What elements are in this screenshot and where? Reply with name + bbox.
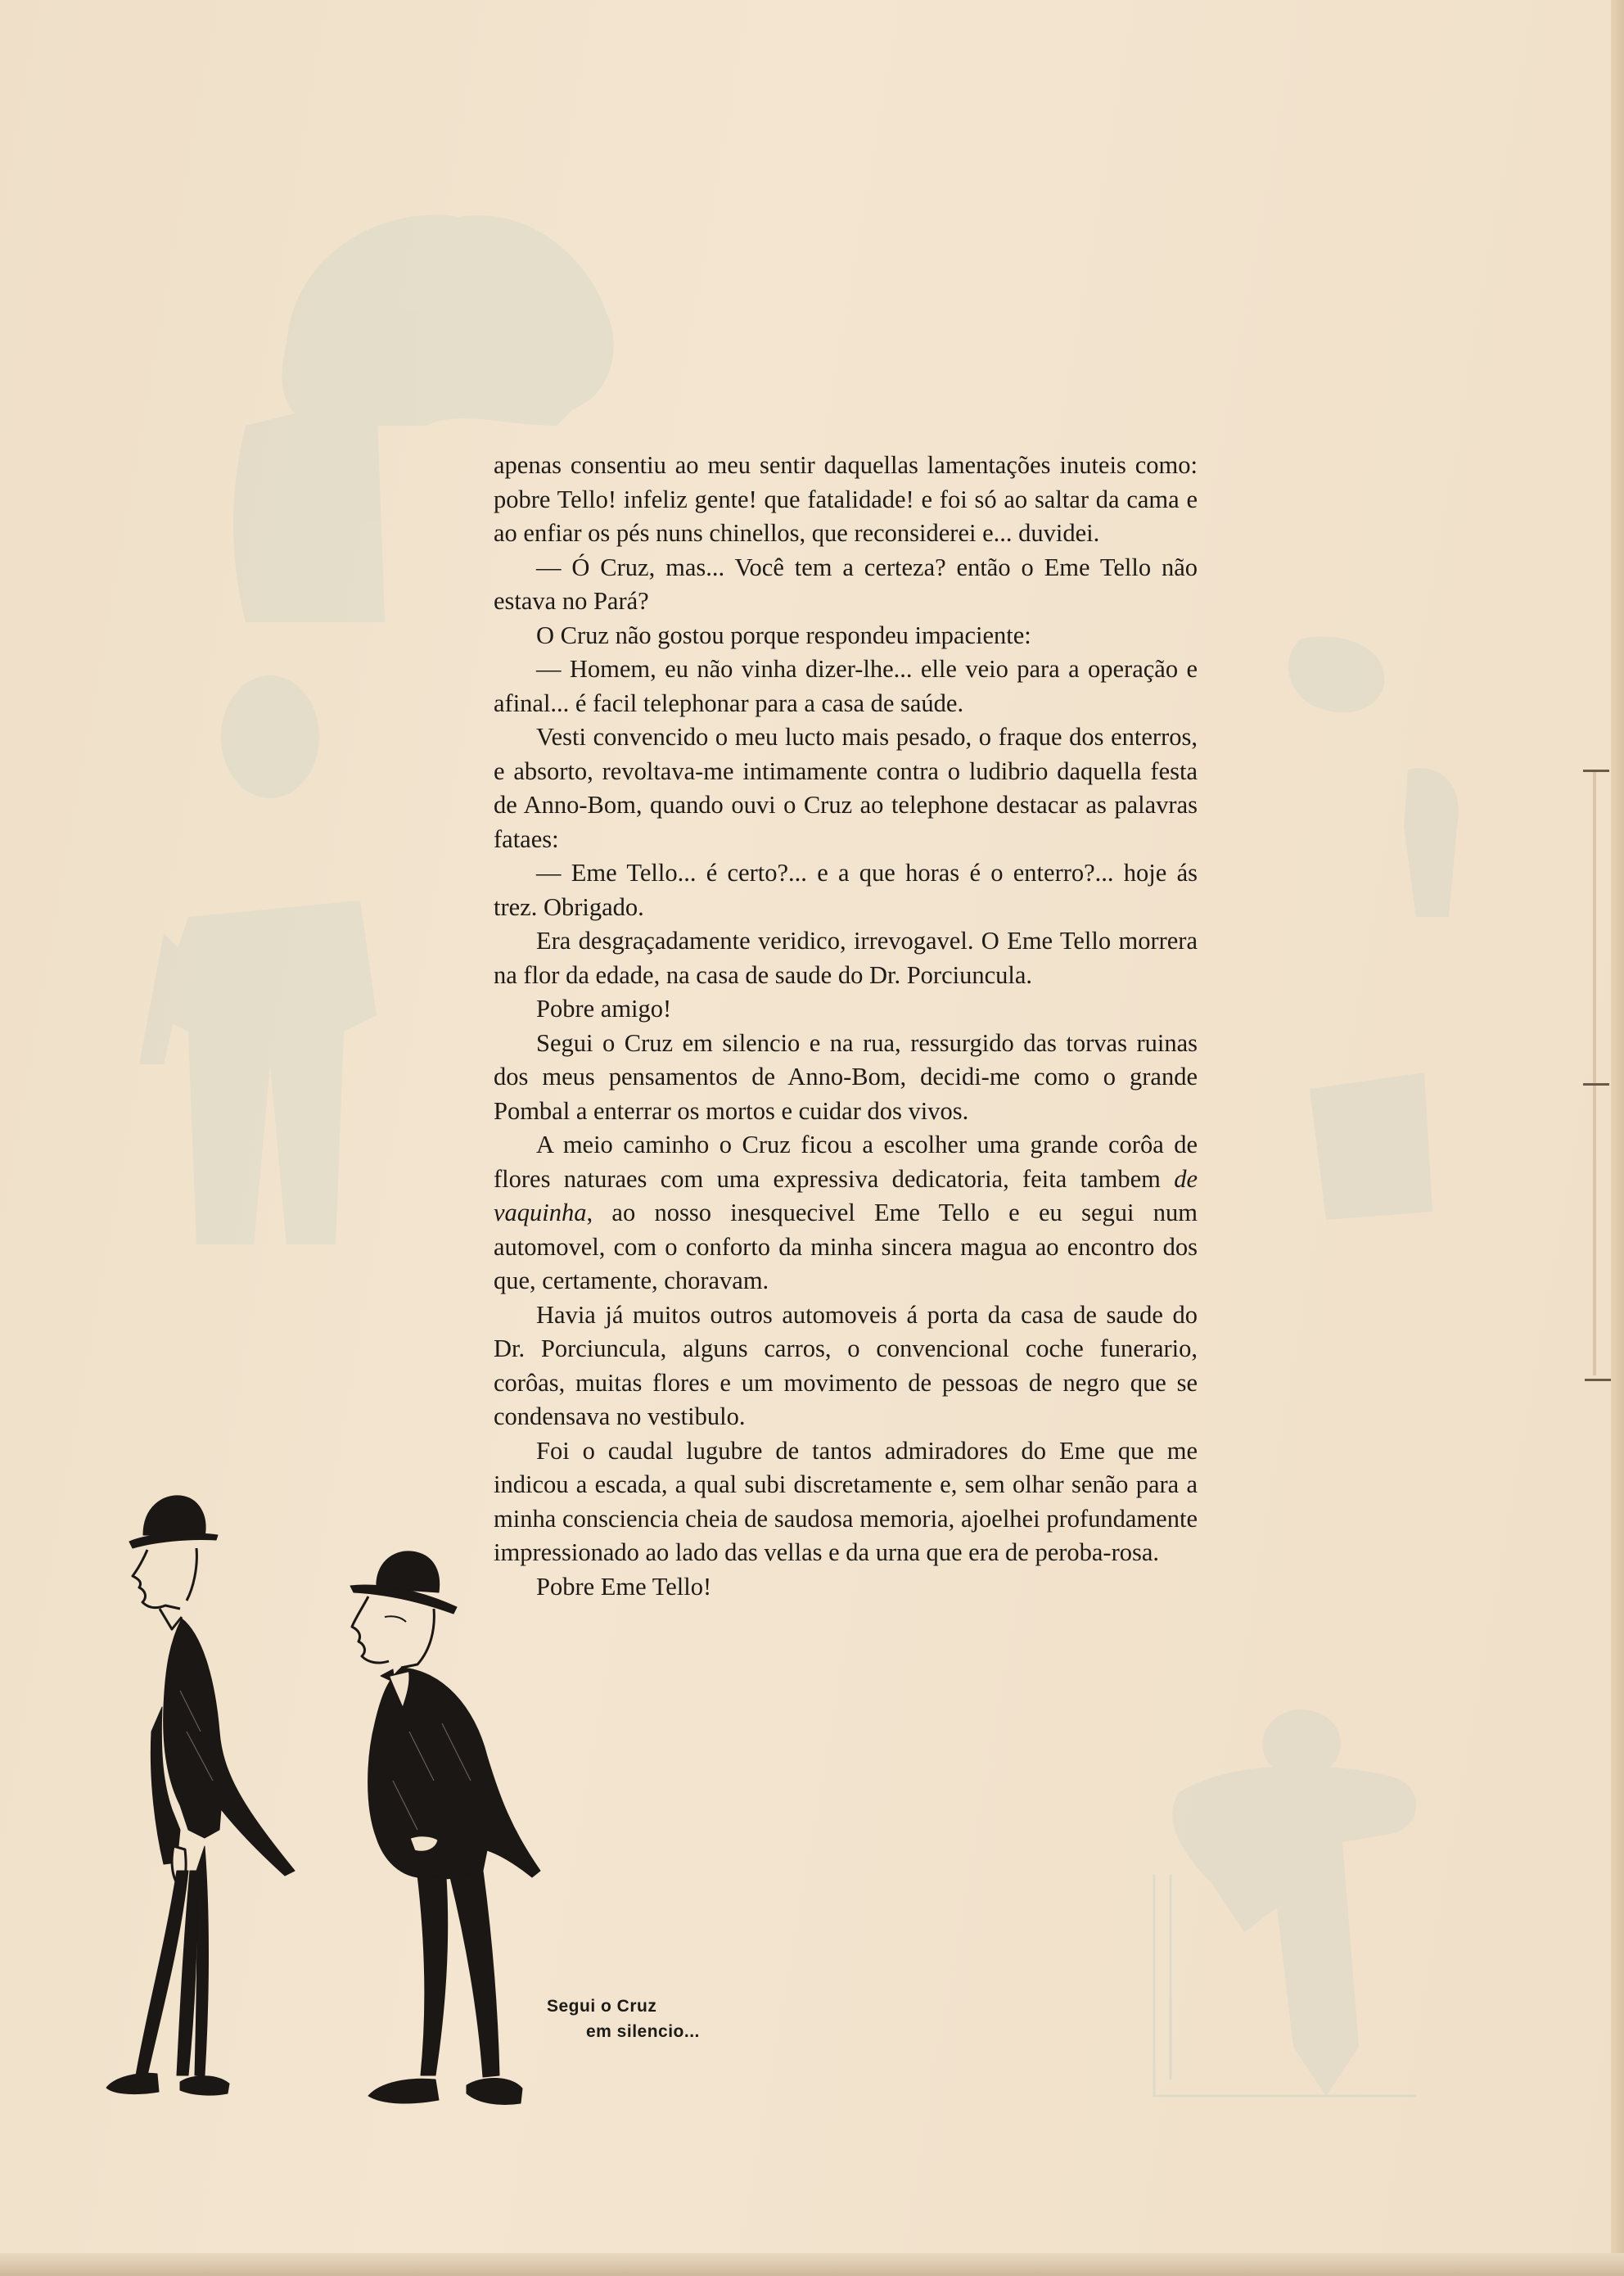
paragraph: Foi o caudal lugubre de tantos admiradores do Eme que me indicou a escada, a qual subi discretamente e, sem olhar senão para a minha consciencia cheia de saudosa memoria, ajoelhei profundamente impressionado ao lado das vellas e da urna que era de peroba-rosa. [494,1436,1198,1566]
fold-mark-bottom [1585,1379,1611,1381]
paragraph: — Homem, eu não vinha dizer-lhe... elle veio para a operação e afinal... é facil telephonar para a casa de saúde. [494,655,1198,717]
paragraph: Vesti convencido o meu lucto mais pesado, o fraque dos enterros, e absorto, revoltava-me intimamente contra o ludibrio daquella festa de Anno-Bom, quando ouvi o Cruz ao telephone destacar as palavras fataes: [494,723,1198,853]
body-text [494,449,1198,1604]
fold-mark-top [1583,770,1609,772]
paragraph-text: , ao nosso inesquecivel Eme Tello e eu segui num automovel, com o conforto da minha sincera magua ao encontro dos que, certamente, choravam. [494,1199,1198,1294]
paragraph: Segui o Cruz em silencio e na rua, ressurgido das torvas ruinas dos meus pensamentos de Anno-Bom, decidi-me como o grande Pombal a enterrar os mortos e cuidar dos vivos. [494,1028,1198,1125]
two-men-illustration [57,1486,565,2141]
caption-line-1: Segui o Cruz [547,1997,657,2016]
fold-mark-middle [1583,1083,1609,1086]
paragraph: Pobre amigo! [536,995,672,1023]
paragraph: Era desgraçadamente veridico, irrevogavel. O Eme Tello morrera na flor da edade, na casa de saude do Dr. Porciuncula. [494,927,1198,989]
paragraph-italic-text: de vaquinha [494,1164,1198,1226]
paragraph: apenas consentiu ao meu sentir daquellas lamentações inuteis como: pobre Tello! infeliz gente! que fatalidade! e foi só ao saltar da cama e ao enfiar os pés nuns chinellos, que reconsiderei e... duvidei. [494,451,1198,547]
paragraph: — Ó Cruz, mas... Você tem a certeza? então o Eme Tello não estava no Pará? [494,553,1198,615]
paragraph [494,1128,1198,1298]
paragraph: O Cruz não gostou porque respondeu impaciente: [536,621,1031,649]
paragraph: — Eme Tello... é certo?... e a que horas é o enterro?... hoje ás trez. Obrigado. [494,859,1198,921]
paragraph-text: A meio caminho o Cruz ficou a escolher uma grande corôa de flores naturaes com uma expressiva dedicatoria, feita tambem [494,1131,1198,1193]
paragraph: Havia já muitos outros automoveis á porta da casa de saude do Dr. Porciuncula, alguns carros, o convencional coche funerario, corôas, muitas flores e um movimento de pessoas de negro que se condensava no vestibulo. [494,1300,1198,1430]
illustration-caption [547,1994,700,2044]
page-right-edge [1611,0,1624,2276]
page-bottom-edge [0,2253,1624,2276]
paragraph: Pobre Eme Tello! [536,1572,712,1601]
page-fold-line [1593,770,1596,1375]
bowler-hat-left [143,1496,205,1537]
caption-line-2: em silencio... [586,2022,700,2041]
